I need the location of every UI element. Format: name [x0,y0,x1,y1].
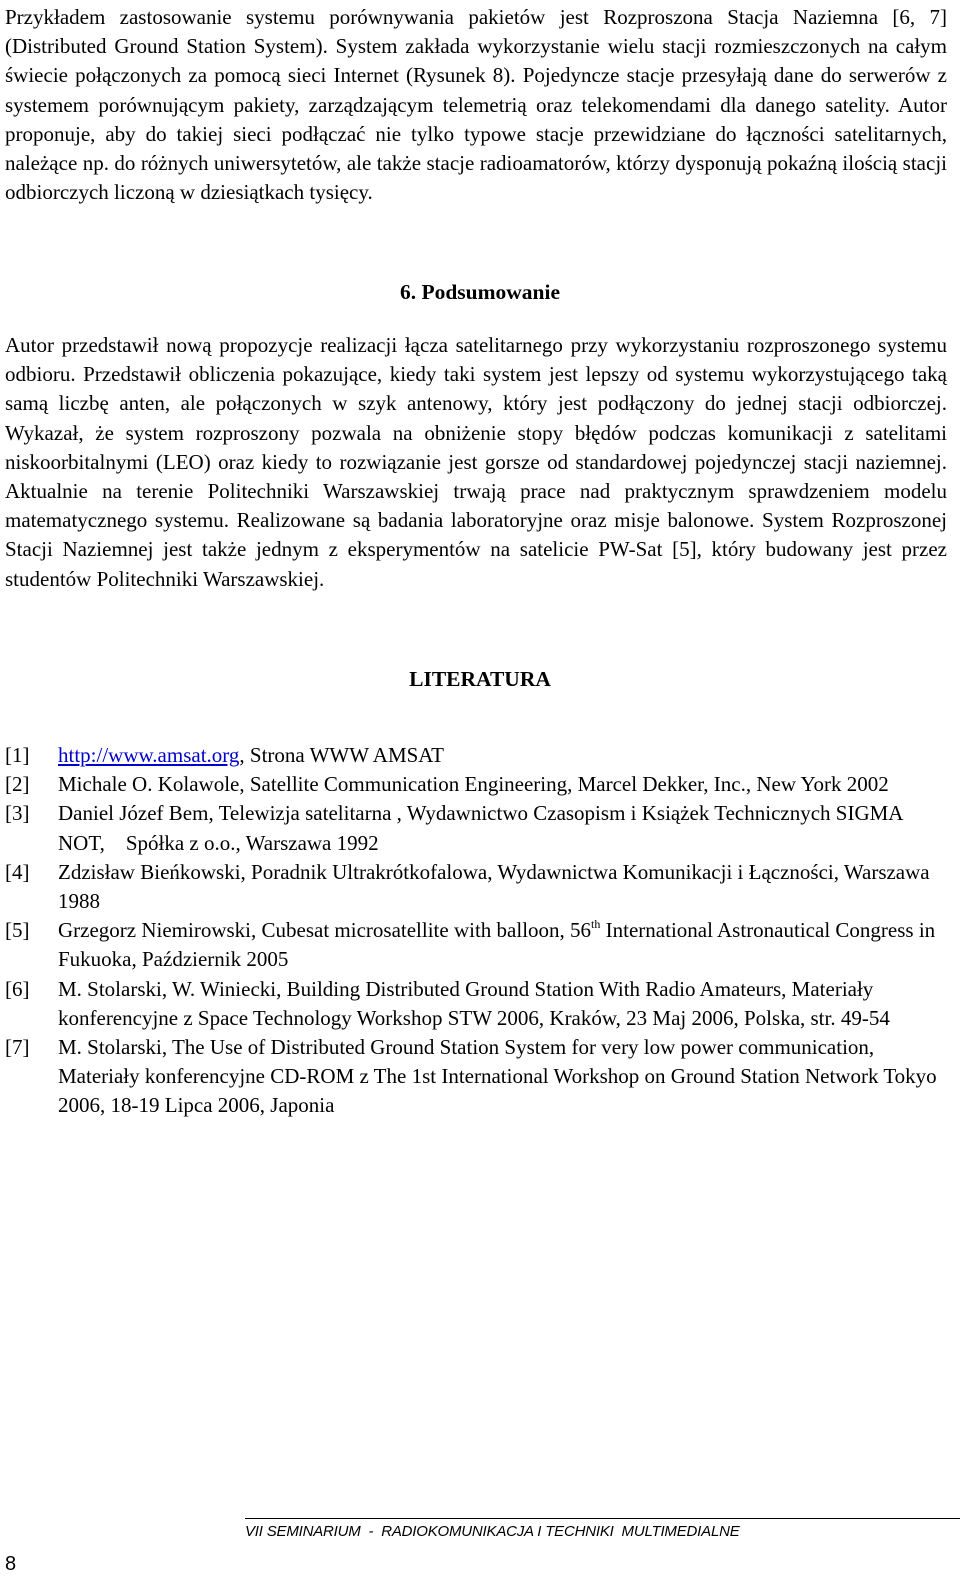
reference-item-2 [5,770,947,799]
references-list [5,741,947,1121]
reference-number: [6] [5,976,30,1001]
reference-item-5 [5,916,947,974]
reference-number: [2] [5,772,30,797]
reference-item-7 [5,1033,947,1121]
footer-seminar-title: VII SEMINARIUM - RADIOKOMUNIKACJA I TECHNIKI MULTIMEDIALNE [245,1523,740,1540]
summary-paragraph: Autor przedstawił nową propozycje realizacji łącza satelitarnego przy wykorzystaniu rozproszonego systemu odbioru. Przedstawił obliczenia pokazujące, kiedy taki system jest lepszy od systemu wykorzystującego taką samą liczbę anten, ale połączonych w szyk antenowy, który jest podłączony do jednej stacji odbiorczej. Wykazał, że system rozproszony pozwala na obniżenie stopy błędów podczas komunikacji z satelitami niskoorbitalnymi (LEO) oraz kiedy to rozwiązanie jest gorsze od standardowej pojedynczej stacji naziemnej. Aktualnie na terenie Politechniki Warszawskiej trwają prace nad praktycznym sprawdzeniem modelu matematycznego systemu. Realizowane są badania laboratoryjne oraz misje balonowe. System Rozproszonej Stacji Naziemnej jest także jednym z eksperymentów na satelicie PW-Sat [5], który budowany jest przez studentów Politechniki Warszawskiej. [5,333,947,591]
reference-number: [1] [5,743,30,767]
reference-text: Grzegorz Niemirowski, Cubesat microsatellite with balloon, 56th International Astronautical Congress in Fukuoka, Październik 2005 [58,917,936,972]
reference-number: [3] [5,801,30,826]
reference-number: [5] [5,918,30,943]
footer-divider [245,1518,960,1519]
reference-number: [7] [5,1035,30,1060]
literature-heading: LITERATURA [409,667,551,691]
reference-item-6 [5,975,947,1033]
intro-paragraph: Przykładem zastosowanie systemu porównywania pakietów jest Rozproszona Stacja Naziemna [6, 7] (Distributed Ground Station System). System zakłada wykorzystanie wielu stacji rozmieszczonych na całym świecie połączonych za pomocą sieci Internet (Rysunek 8). Pojedyncze stacje przesyłają dane do serwerów z systemem porównującym pakiety, zarządzającym telemetrią oraz telekomendami dla danego satelity. Autor proponuje, aby do takiej sieci podłączać nie tylko typowe stacje przewidziane do łączności satelitarnych, należące np. do różnych uniwersytetów, ale także stacje radioamatorów, którzy dysponują pokaźną ilością stacji odbiorczych liczoną w dziesiątkach tysięcy. [5,5,947,205]
reference-number: [4] [5,859,30,884]
reference-text: http://www.amsat.org, Strona WWW AMSAT [58,743,444,767]
amsat-link[interactable]: http://www.amsat.org [58,743,240,767]
reference-text: Daniel Józef Bem, Telewizja satelitarna , Wydawnictwo Czasopism i Książek Technicznych SIGMA NOT, Spółka z o.o., Warszawa 1992 [58,801,908,855]
reference-text: M. Stolarski, W. Winiecki, Building Distributed Ground Station With Radio Amateurs, Materiały konferencyjne z Space Technology Workshop STW 2006, Kraków, 23 Maj 2006, Polska, str. 49-54 [58,976,890,1030]
reference-text: M. Stolarski, The Use of Distributed Ground Station System for very low power communication, Materiały konferencyjne CD-ROM z The 1st International Workshop on Ground Station Network Tokyo 2006, 18-19 Lipca 2006, Japonia [58,1035,937,1118]
page-number: 8 [5,1553,17,1575]
reference-item-4 [5,858,947,916]
reference-text: Zdzisław Bieńkowski, Poradnik Ultrakrótkofalowa, Wydawnictwa Komunikacji i Łączności, Warszawa 1988 [58,859,930,914]
superscript-th: th [591,917,601,932]
reference-text: Michale O. Kolawole, Satellite Communication Engineering, Marcel Dekker, Inc., New York 2002 [58,772,889,797]
section-heading-summary: 6. Podsumowanie [399,280,561,304]
reference-item-3 [5,799,947,857]
reference-item-1 [5,741,947,770]
